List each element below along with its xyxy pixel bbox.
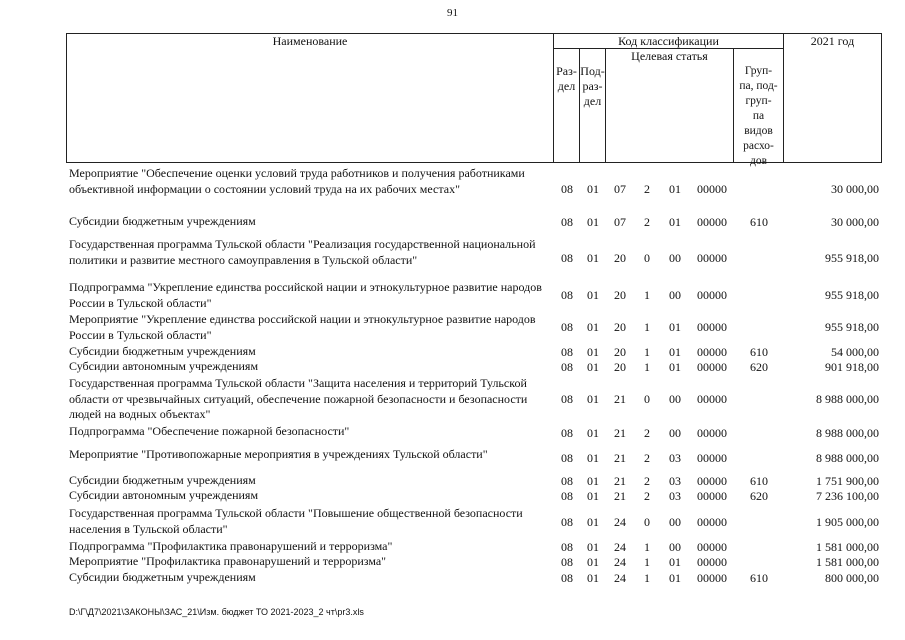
row-name: Мероприятие "Укрепление единства российской нации и этнокультурное развитие народов России в Тульской области" [69, 312, 536, 342]
table-row [0, 424, 905, 442]
row-code-c3: 03 [669, 489, 681, 503]
row-amount: 8 988 000,00 [816, 451, 879, 465]
row-code-c4: 00000 [697, 515, 727, 529]
row-code-c4: 00000 [697, 540, 727, 554]
row-code-c3: 01 [669, 345, 681, 359]
row-code-r: 08 [561, 571, 573, 585]
row-code-c1: 20 [614, 251, 626, 265]
row-code-r: 08 [561, 182, 573, 196]
row-code-c3: 01 [669, 360, 681, 374]
header-code: Код классификации [618, 34, 719, 48]
table-row [0, 344, 905, 359]
row-code-c1: 21 [614, 426, 626, 440]
row-amount: 30 000,00 [831, 215, 879, 229]
row-code-c2: 0 [644, 251, 650, 265]
table-row [0, 166, 905, 212]
row-code-c1: 21 [614, 392, 626, 406]
page-number: 91 [447, 7, 458, 19]
table-row [0, 570, 905, 585]
row-amount: 800 000,00 [825, 571, 879, 585]
row-code-c3: 00 [669, 288, 681, 302]
row-amount: 8 988 000,00 [816, 392, 879, 406]
row-amount: 30 000,00 [831, 182, 879, 196]
row-code-c3: 00 [669, 540, 681, 554]
row-code-pr: 01 [587, 451, 599, 465]
row-code-pr: 01 [587, 360, 599, 374]
row-code-r: 08 [561, 251, 573, 265]
row-code-c4: 00000 [697, 392, 727, 406]
row-code-c2: 2 [644, 215, 650, 229]
header-target: Целевая статья [631, 49, 708, 63]
row-amount: 1 581 000,00 [816, 555, 879, 569]
row-code-c2: 0 [644, 515, 650, 529]
row-name: Субсидии бюджетным учреждениям [69, 473, 256, 487]
table-row [0, 312, 905, 342]
row-code-r: 08 [561, 540, 573, 554]
row-code-c2: 2 [644, 451, 650, 465]
row-code-c3: 01 [669, 320, 681, 334]
row-code-c3: 00 [669, 426, 681, 440]
row-name: Подпрограмма "Профилактика правонарушений и терроризма" [69, 539, 393, 553]
row-code-c3: 03 [669, 474, 681, 488]
row-code-pr: 01 [587, 320, 599, 334]
row-name: Подпрограмма "Обеспечение пожарной безопасности" [69, 424, 350, 438]
row-amount: 955 918,00 [825, 320, 879, 334]
row-code-c4: 00000 [697, 345, 727, 359]
table-row [0, 237, 905, 279]
row-code-c4: 00000 [697, 555, 727, 569]
row-name: Государственная программа Тульской области "Повышение общественной безопасности населения в Тульской области" [69, 506, 523, 536]
row-code-c4: 00000 [697, 251, 727, 265]
row-code-pr: 01 [587, 215, 599, 229]
row-amount: 1 905 000,00 [816, 515, 879, 529]
row-code-c4: 00000 [697, 215, 727, 229]
header-group: Груп- па, под- груп- па видов расхо- дов [739, 65, 778, 167]
row-code-c1: 07 [614, 215, 626, 229]
row-code-c2: 1 [644, 555, 650, 569]
header-year: 2021 год [810, 34, 855, 48]
row-code-c3: 03 [669, 451, 681, 465]
row-code-r: 08 [561, 360, 573, 374]
row-code-c3: 01 [669, 555, 681, 569]
row-name: Мероприятие "Профилактика правонарушений и терроризма" [69, 554, 387, 568]
row-code-c2: 1 [644, 345, 650, 359]
header-podrazdel: Под- раз- дел [580, 64, 605, 108]
row-code-c4: 00000 [697, 182, 727, 196]
row-code-pr: 01 [587, 571, 599, 585]
file-path-footer: D:\Г\Д7\2021\ЗАКОНЫ\ЗАС_21\Изм. бюджет ТО 2021-2023_2 чт\pr3.xls [69, 607, 364, 617]
header-razdel: Раз- дел [556, 64, 577, 93]
row-code-c1: 20 [614, 320, 626, 334]
row-code-grp: 610 [750, 345, 768, 359]
row-code-c2: 1 [644, 320, 650, 334]
row-amount: 7 236 100,00 [816, 489, 879, 503]
table-row [0, 214, 905, 230]
row-code-grp: 620 [750, 360, 768, 374]
row-code-r: 08 [561, 288, 573, 302]
row-code-grp: 610 [750, 215, 768, 229]
table-row [0, 488, 905, 504]
row-code-c3: 01 [669, 571, 681, 585]
row-code-c4: 00000 [697, 571, 727, 585]
row-amount: 955 918,00 [825, 251, 879, 265]
row-name: Подпрограмма "Укрепление единства российской нации и этнокультурное развитие народов России в Тульской области" [69, 280, 542, 310]
row-amount: 54 000,00 [831, 345, 879, 359]
row-code-r: 08 [561, 392, 573, 406]
row-code-c1: 24 [614, 515, 626, 529]
row-code-c2: 2 [644, 182, 650, 196]
row-name: Государственная программа Тульской области "Защита населения и территорий Тульской области от чрезвычайных ситуаций, обеспечение пожарной безопасности и безопасности людей на водных объектах" [69, 376, 528, 421]
row-amount: 1 581 000,00 [816, 540, 879, 554]
row-code-c3: 01 [669, 215, 681, 229]
row-code-c4: 00000 [697, 426, 727, 440]
row-code-c1: 24 [614, 555, 626, 569]
row-code-c2: 1 [644, 288, 650, 302]
row-code-pr: 01 [587, 555, 599, 569]
table-row [0, 554, 905, 569]
table-row [0, 539, 905, 554]
row-name: Мероприятие "Противопожарные мероприятия в учреждениях Тульской области" [69, 447, 488, 461]
row-code-c3: 00 [669, 515, 681, 529]
row-code-pr: 01 [587, 288, 599, 302]
row-code-pr: 01 [587, 540, 599, 554]
row-code-c2: 1 [644, 571, 650, 585]
table-row [0, 376, 905, 422]
row-code-c4: 00000 [697, 474, 727, 488]
row-code-pr: 01 [587, 251, 599, 265]
row-code-c4: 00000 [697, 288, 727, 302]
row-amount: 955 918,00 [825, 288, 879, 302]
table-row [0, 447, 905, 469]
row-code-c1: 24 [614, 571, 626, 585]
row-name: Субсидии бюджетным учреждениям [69, 344, 256, 358]
row-name: Субсидии автономным учреждениям [69, 359, 259, 373]
row-code-c3: 01 [669, 182, 681, 196]
row-code-c4: 00000 [697, 360, 727, 374]
row-code-c4: 00000 [697, 489, 727, 503]
row-code-pr: 01 [587, 426, 599, 440]
row-code-c2: 0 [644, 392, 650, 406]
row-code-r: 08 [561, 320, 573, 334]
row-code-pr: 01 [587, 182, 599, 196]
row-code-c3: 00 [669, 251, 681, 265]
table-row [0, 506, 905, 538]
row-code-grp: 620 [750, 489, 768, 503]
row-code-c3: 00 [669, 392, 681, 406]
row-code-r: 08 [561, 555, 573, 569]
row-code-pr: 01 [587, 489, 599, 503]
row-code-c4: 00000 [697, 320, 727, 334]
row-amount: 8 988 000,00 [816, 426, 879, 440]
row-amount: 1 751 900,00 [816, 474, 879, 488]
row-code-c1: 21 [614, 451, 626, 465]
table-row [0, 359, 905, 374]
row-code-grp: 610 [750, 474, 768, 488]
row-code-pr: 01 [587, 392, 599, 406]
row-amount: 901 918,00 [825, 360, 879, 374]
row-code-r: 08 [561, 426, 573, 440]
row-code-c1: 21 [614, 489, 626, 503]
row-code-c4: 00000 [697, 451, 727, 465]
row-code-r: 08 [561, 345, 573, 359]
row-code-r: 08 [561, 515, 573, 529]
header-name: Наименование [272, 34, 348, 48]
row-name: Субсидии бюджетным учреждениям [69, 570, 256, 584]
row-code-r: 08 [561, 451, 573, 465]
row-code-pr: 01 [587, 474, 599, 488]
row-code-pr: 01 [587, 515, 599, 529]
row-code-c2: 1 [644, 540, 650, 554]
row-code-r: 08 [561, 474, 573, 488]
row-code-c1: 21 [614, 474, 626, 488]
row-code-c2: 2 [644, 426, 650, 440]
row-code-grp: 610 [750, 571, 768, 585]
row-name: Субсидии автономным учреждениям [69, 488, 259, 502]
row-code-c1: 20 [614, 345, 626, 359]
row-code-c2: 2 [644, 489, 650, 503]
row-code-pr: 01 [587, 345, 599, 359]
row-code-c1: 20 [614, 288, 626, 302]
row-name: Субсидии бюджетным учреждениям [69, 214, 256, 228]
row-code-r: 08 [561, 215, 573, 229]
row-name: Государственная программа Тульской области "Реализация государственной национальной политики и развитие местного самоуправления в Тульской области" [69, 237, 536, 267]
row-code-c2: 2 [644, 474, 650, 488]
table-row [0, 280, 905, 310]
row-code-c2: 1 [644, 360, 650, 374]
row-code-c1: 20 [614, 360, 626, 374]
table-row [0, 473, 905, 488]
row-code-c1: 07 [614, 182, 626, 196]
row-name: Мероприятие "Обеспечение оценки условий труда работников и получения работниками объективной информации о состоянии условий труда на их рабочих местах" [69, 166, 525, 196]
row-code-c1: 24 [614, 540, 626, 554]
row-code-r: 08 [561, 489, 573, 503]
